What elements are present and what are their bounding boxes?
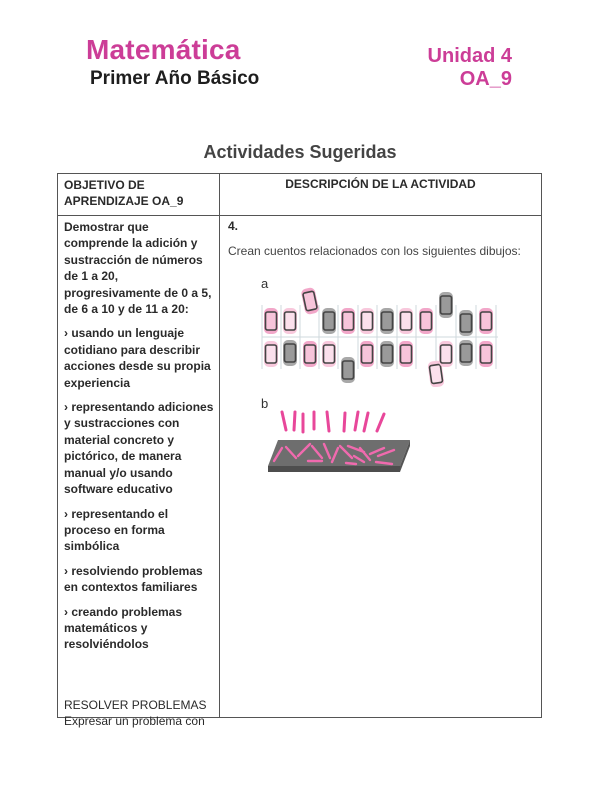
subject-title: Matemática xyxy=(86,34,241,65)
grade-title: Primer Año Básico xyxy=(90,68,260,89)
objective-bullet: › usando un lenguaje cotidiano para describir acciones desde su propia experiencia xyxy=(64,326,211,390)
activity-number: 4. xyxy=(228,219,239,233)
skill-title: RESOLVER PROBLEMAS xyxy=(64,697,207,712)
objective-bullet: › creando problemas matemáticos y resolviéndolos xyxy=(64,604,183,652)
objective-bullet: › representando el proceso en forma simbólica xyxy=(64,506,169,554)
figure-b-label: b xyxy=(261,396,269,411)
activity-cell xyxy=(228,219,533,258)
activities-table xyxy=(57,173,542,729)
skill-text: Expresar un problema con xyxy=(64,714,205,729)
row-divider xyxy=(58,215,541,216)
column-divider xyxy=(219,174,220,717)
objective-bullet: › representando adiciones y sustracciones con material concreto y pictórico, de manera manual y/o usando software educativo xyxy=(64,400,214,497)
header-objective: OBJETIVO DE APRENDIZAJE OA_9 xyxy=(64,178,184,208)
oa-label: OA_9 xyxy=(459,68,512,90)
objective-bullet: › resolviendo problemas en contextos familiares xyxy=(64,563,203,595)
objective-cell xyxy=(64,219,216,730)
unit-label: Unidad 4 xyxy=(427,45,512,67)
section-title: Actividades Sugeridas xyxy=(203,142,397,162)
parking-lot-illustration xyxy=(260,287,500,387)
objective-intro: Demostrar que comprende la adición y sustracción de números de 1 a 20, progresivamente de 0 a 5, de 6 a 10 y de 11 a 20: xyxy=(64,220,212,317)
pencils-illustration xyxy=(260,406,420,491)
figure-a-label: a xyxy=(261,276,269,291)
header-description: DESCRIPCIÓN DE LA ACTIVIDAD xyxy=(285,177,476,191)
activity-description: Crean cuentos relacionados con los siguientes dibujos: xyxy=(228,244,521,258)
